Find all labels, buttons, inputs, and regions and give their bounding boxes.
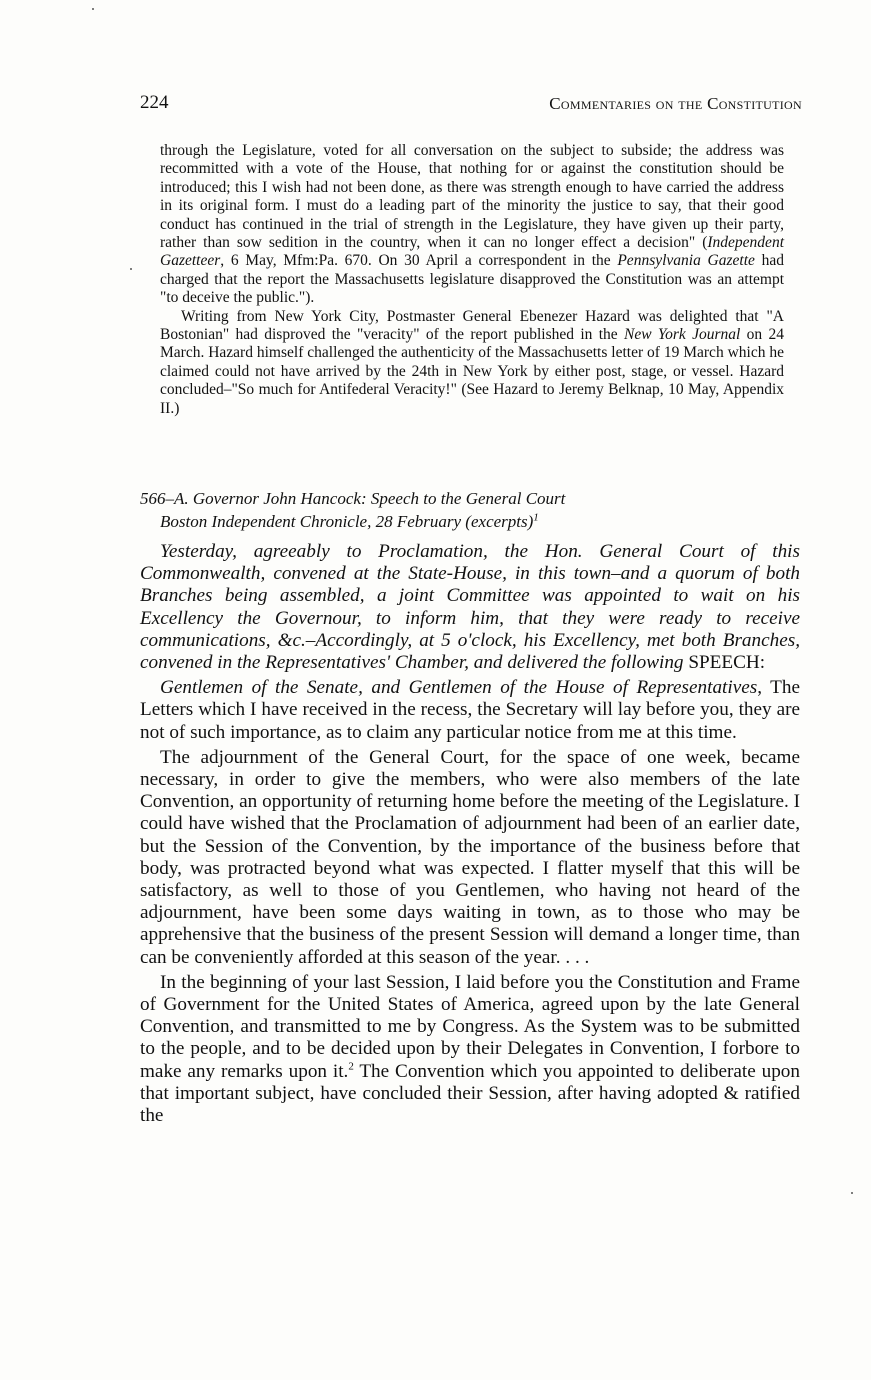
footnote-continuation [160, 142, 784, 418]
page-header [140, 92, 802, 116]
scan-speck [130, 268, 132, 270]
intro-paragraph: Yesterday, agreeably to Proclamation, the Hon. General Court of this Commonwealth, convened at the State-House, in this town–and a quorum of both Branches being assembled, a joint Committee was appointed to wait on his Excellency the Governour, to inform him, that they were ready to receive communications, &c.–Accordingly, at 5 o'clock, his Excellency, met both Branches, convened in the Representatives' Chamber, and delivered the following SPEECH: [140, 541, 800, 674]
constitution-paragraph: In the beginning of your last Session, I laid before you the Constitution and Frame of Government for the United States of America, agreed upon by the late General Convention, and transmitted to me by Congress. As the System was to be submitted to the people, and to be decided upon by their Delegates in Convention, I forbore to make any remarks upon it.$^2$ The Convention which you appointed to deliberate upon that important subject, have concluded their Session, after having adopted & ratified the [140, 971, 800, 1127]
hazard-paragraph: Writing from New York City, Postmaster General Ebenezer Hazard was delighted that "A Bostonian" had disproved the "veracity" of the report published in the New York Journal on 24 March. Hazard himself challenged the authenticity of the Massachusetts letter of 19 March which he claimed could not have arrived by the 24th in New York by either post, stage, or vessel. Hazard concluded–"So much for Antifederal Veracity!" (See Hazard to Jeremy Belknap, 10 May, Appendix II.) [160, 307, 785, 417]
speech-body [140, 541, 800, 1127]
scan-speck [92, 8, 94, 10]
salutation-paragraph: Gentlemen of the Senate, and Gentlemen of the House of Representatives, The Letters which I have received in the recess, the Secretary will lay before you, they are not of such importance, as to claim any particular notice from me at this time. [140, 677, 800, 743]
document-source: Boston Independent Chronicle, 28 February (excerpts)$^1$ [160, 511, 539, 531]
adjournment-paragraph: The adjournment of the General Court, for the space of one week, became necessary, in order to give the members, who were also members of the late Convention, an opportunity of returning home before the meeting of the Legislature. I could have wished that the Proclamation of adjournment had been of an earlier date, but the Session of the Convention, by the importance of the business before that body, was protracted beyond what was expected. I flatter myself that this will be satisfactory, as well to those of you Gentlemen, who having not heard of the adjournment, have been some days waiting in town, as to those who may be apprehensive that the business of the present Session will demand a longer time, than can be conveniently afforded at this season of the year. . . . [140, 746, 800, 968]
scan-speck [851, 1192, 853, 1194]
document-title: 566–A. Governor John Hancock: Speech to the General Court [140, 489, 566, 508]
page-number: 224 [140, 92, 169, 113]
footnote-paragraph: through the Legislature, voted for all conversation on the subject to subside; the address was recommitted with a vote of the House, that nothing for or against the constitution should be introduced; this I wish had not been done, as there was strength enough to have carried the address in its original form. I must do a leading part of the minority the justice to say, that their good conduct has continued in the trial of strength in the Legislature, they have given up their party, rather than sow sedition in the country, when it can no longer effect a decision" (Independent Gazetteer, 6 May, Mfm:Pa. 670. On 30 April a correspondent in the Pennsylvania Gazette had charged that the report the Massachusetts legislature disapproved the Constitution was an attempt "to deceive the public."). [160, 142, 784, 307]
document-heading [140, 487, 790, 533]
running-head: Commentaries on the Constitution [549, 94, 802, 113]
